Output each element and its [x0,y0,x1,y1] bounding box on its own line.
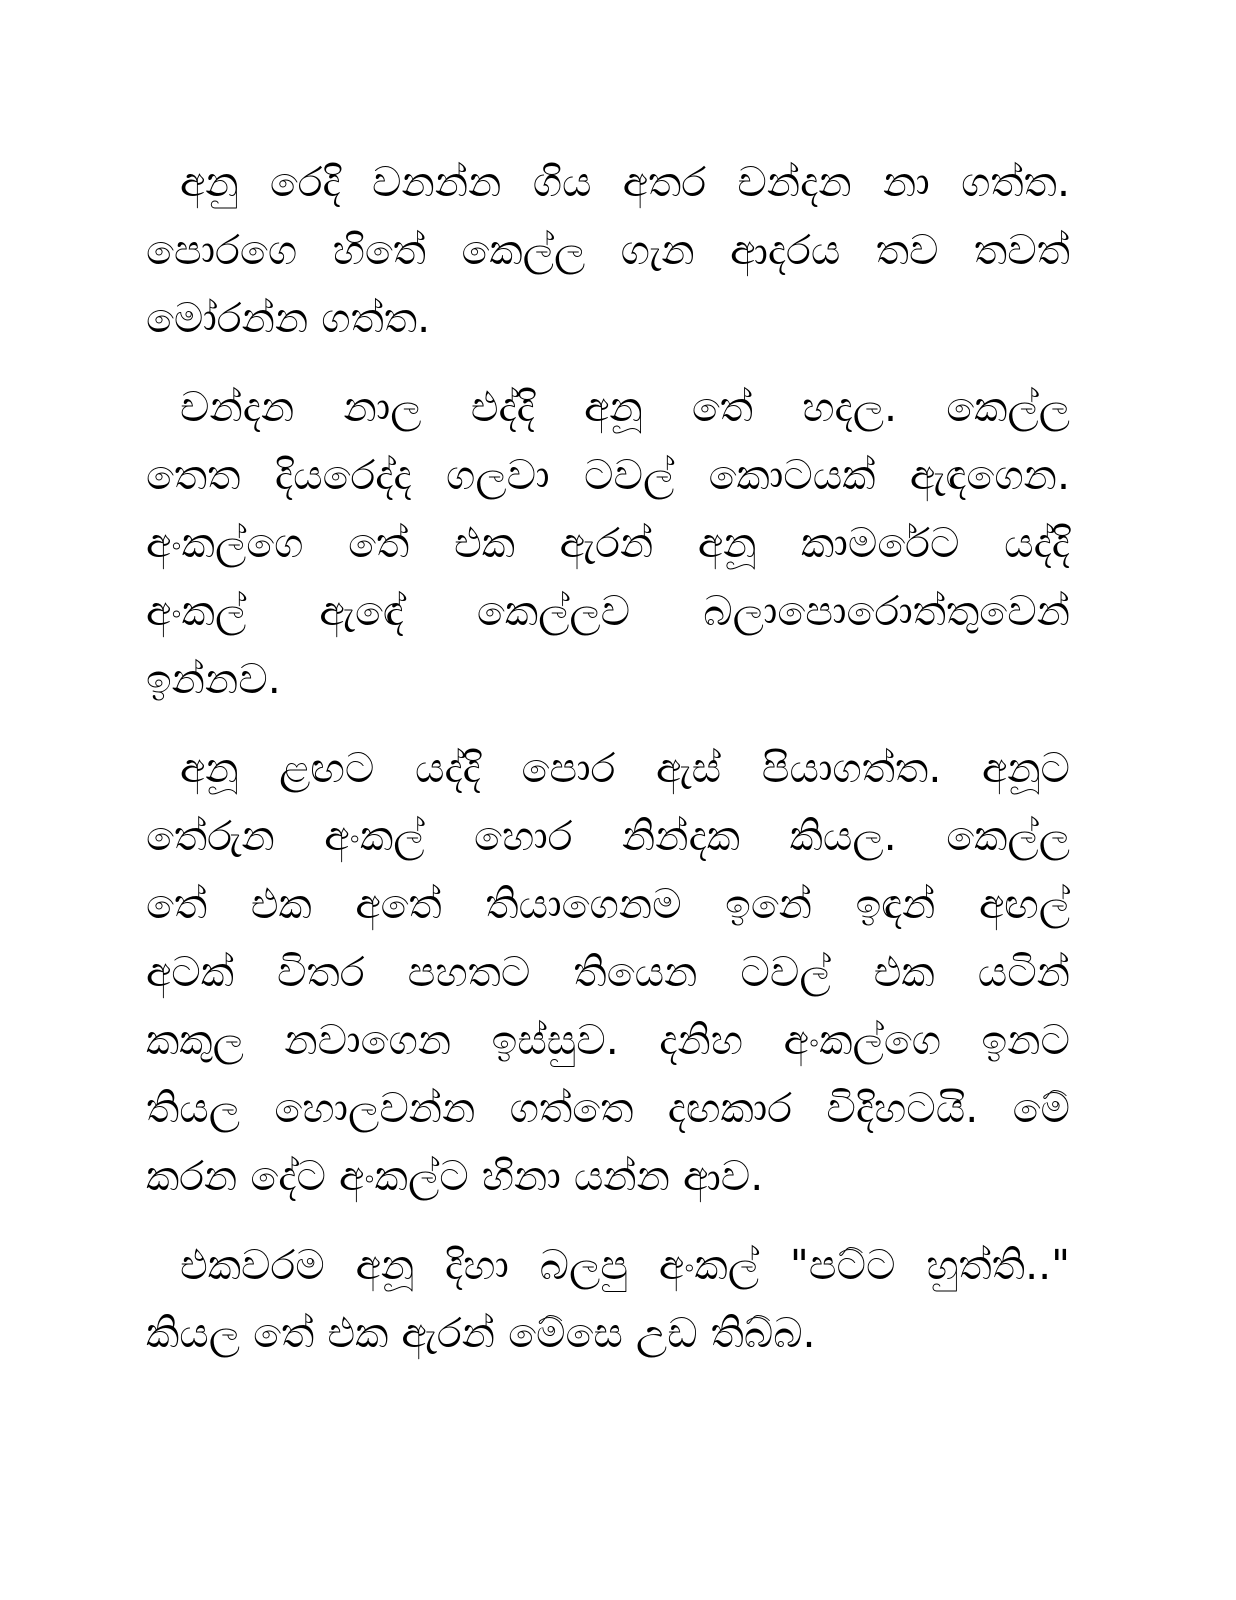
text-line: මෝරන්න ගත්ත. [146,294,431,342]
story-text [146,148,1070,1388]
text-line: අනු රෙදි වනන්න ගිය අතර චන්දන නා ගත්ත. [180,158,1070,206]
text-line: අටක් විතර පහතට තියෙන ටවල් එක යටින් [146,948,1070,996]
text-line: අංකල් ඇඳේ කෙල්ලව බලාපොරොත්තුවෙන් [146,587,1070,635]
text-line: එකවරම අනූ දිහා බලපු අංකල් "පට්ට හුත්ති.." [180,1241,1070,1289]
text-line: චන්දන නාල එද්දි අනූ තේ හදල. කෙල්ල [180,383,1070,431]
paragraph-1 [146,148,1070,352]
text-line: කකුල නවාගෙන ඉස්සුව. දනිහ අංකල්ගෙ ඉනට [146,1016,1070,1064]
paragraph-2 [146,373,1070,713]
text-line: අනූ ළඟට යද්දි පොර ඇස් පියාගත්ත. අනූට [180,744,1070,792]
text-line: ඉන්නව. [146,655,281,703]
paragraph-4 [146,1231,1070,1367]
text-line: තේ එක අතේ තියාගෙනම ඉනේ ඉඳන් අඟල් [146,880,1070,928]
text-line: කියල තේ එක ඇරන් මේසෙ උඩ තිබ්බ. [146,1309,816,1357]
paragraph-3 [146,734,1070,1210]
text-line: තියල හොලවන්න ගත්තෙ දඟකාර විදිහටයි. මේ [146,1084,1070,1132]
text-line: තේරුන අංකල් හොර නින්දක කියල. කෙල්ල [146,812,1070,860]
text-line: තෙත දියරෙද්ද ගලවා ටවල් කොටයක් ඇඳගෙන. [146,451,1070,499]
text-line: කරන දේට අංකල්ට හිනා යන්න ආව. [146,1152,764,1200]
text-line: අංකල්ගෙ තේ එක ඇරන් අනූ කාමරේට යද්දි [146,519,1070,567]
text-line: පොරගෙ හිතේ කෙල්ල ගැන ආදරය තව තවත් [146,226,1070,274]
